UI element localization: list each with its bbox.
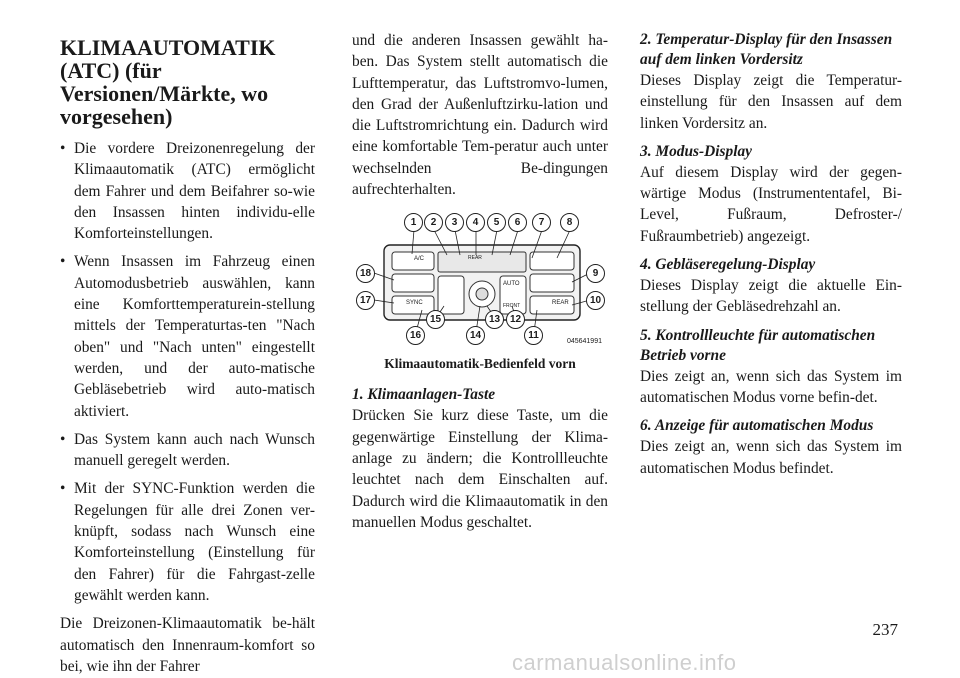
bullet-item: • Die vordere Dreizonenregelung der Klimaautomatik (ATC) ermöglicht dem Fahrer und dem Beifahrer so-wie den Insassen hinten individu-elle Komforteinstellungen.: [60, 138, 315, 244]
callout-8: 8: [560, 213, 579, 232]
figure-caption: Klimaautomatik-Bedienfeld vorn: [384, 356, 576, 372]
page-number: 237: [872, 620, 898, 639]
section-heading: 6. Anzeige für automatischen Modus: [640, 417, 874, 435]
section-body: Dies zeigt an, wenn sich das System im automatischen Modus vorne befin-det.: [640, 367, 902, 406]
section-heading: 4. Gebläseregelung-Display: [640, 256, 816, 274]
rear-button-label: REAR: [552, 300, 569, 307]
callout-11: 11: [524, 326, 543, 345]
section-heading: 3. Modus-Display: [640, 142, 753, 160]
callout-1: 1: [404, 213, 423, 232]
section-body: Dies zeigt an, wenn sich das System im automatischen Modus befindet.: [640, 438, 902, 477]
callout-10: 10: [586, 291, 605, 310]
callout-14: 14: [466, 326, 485, 345]
section-body: Drücken Sie kurz diese Taste, um die gegenwärtige Einstellung der Klima-anlage zu ändern; die Kontrollleuchte leuchtet nach dem Einschalten auf. Dadurch wird die Klimaautomatik in den manuellen Modus geschaltet.: [352, 407, 608, 531]
front-defrost-label: FRONT: [503, 303, 521, 310]
bullet-item: • Das System kann auch nach Wunsch manuell geregelt werden.: [60, 429, 315, 472]
middle-column: [352, 30, 608, 541]
callout-2: 2: [424, 213, 443, 232]
callout-15: 15: [426, 310, 445, 329]
bullet-item: • Wenn Insassen im Fahrzeug einen Automodusbetrieb auswählen, kann eine Komforttemperaturein-stellung mittels der Temperaturtas-ten "Nach oben" und "Nach unten" eingestellt werden, und der auto-matische Gebläsebetrieb wird auto-matisch aktiviert.: [60, 251, 315, 421]
callout-9: 9: [586, 264, 605, 283]
left-column: [60, 30, 315, 677]
callout-13: 13: [485, 310, 504, 329]
figure-code: 045641991: [566, 338, 602, 346]
bullet-item: • Mit der SYNC-Funktion werden die Regelungen für alle drei Zonen ver-knüpft, sodass nach Wunsch eine Komforteinstellung (Einstellung für den Fahrer) für die Fahrgast-zelle gewählt werden kann.: [60, 478, 315, 606]
section-title: KLIMAAUTOMATIK (ATC) (für Versionen/Märkte, wo vorgesehen): [60, 35, 276, 129]
section-body: Auf diesem Display wird der gegen-wärtige Modus (Instrumententafel, Bi-Level, Fußraum, Defroster-/ Fußraumbetrieb) angezeigt.: [640, 163, 902, 245]
callout-5: 5: [487, 213, 506, 232]
rear-display-label: REAR: [468, 255, 482, 262]
callout-17: 17: [356, 291, 375, 310]
callout-12: 12: [506, 310, 525, 329]
continued-paragraph: und die anderen Insassen gewählt ha-ben. Das System stellt automatisch die Lufttemperatur, das Luftstromvo-lumen, den Grad der Außenluftzirku-lation und die Luftstromrichtung ein. Dadurch wird eine komfortable Tem-peratur auch unter wechselnden Be-dingungen aufrechterhalten.: [352, 32, 608, 199]
callout-18: 18: [356, 264, 375, 283]
sync-button-label: SYNC: [406, 300, 423, 307]
section-body: Dieses Display zeigt die aktuelle Ein-stellung der Gebläsedrehzahl an.: [640, 277, 902, 316]
feature-bullet-list: [60, 138, 315, 606]
callout-3: 3: [445, 213, 464, 232]
section-heading: 1. Klimaanlagen-Taste: [352, 386, 496, 404]
callout-7: 7: [532, 213, 551, 232]
watermark: carmanualsonline.info: [512, 650, 737, 675]
section-heading: 5. Kontrollleuchte für automatischen Betrieb vorne: [640, 326, 876, 364]
callout-4: 4: [466, 213, 485, 232]
section-body: Dieses Display zeigt die Temperatur-einstellung für den Insassen auf dem linken Vordersitz an.: [640, 72, 902, 132]
climate-control-panel-figure: [352, 210, 608, 348]
callout-6: 6: [508, 213, 527, 232]
right-column: [640, 30, 902, 487]
intro-paragraph: Die Dreizonen-Klimaautomatik be-hält automatisch den Innenraum-komfort so bei, wie ihn der Fahrer: [60, 615, 315, 675]
callout-16: 16: [406, 326, 425, 345]
auto-button-label: AUTO: [503, 281, 520, 288]
ac-button-label: A/C: [414, 256, 425, 263]
section-heading: 2. Temperatur-Display für den Insassen auf dem linken Vordersitz: [640, 31, 893, 68]
